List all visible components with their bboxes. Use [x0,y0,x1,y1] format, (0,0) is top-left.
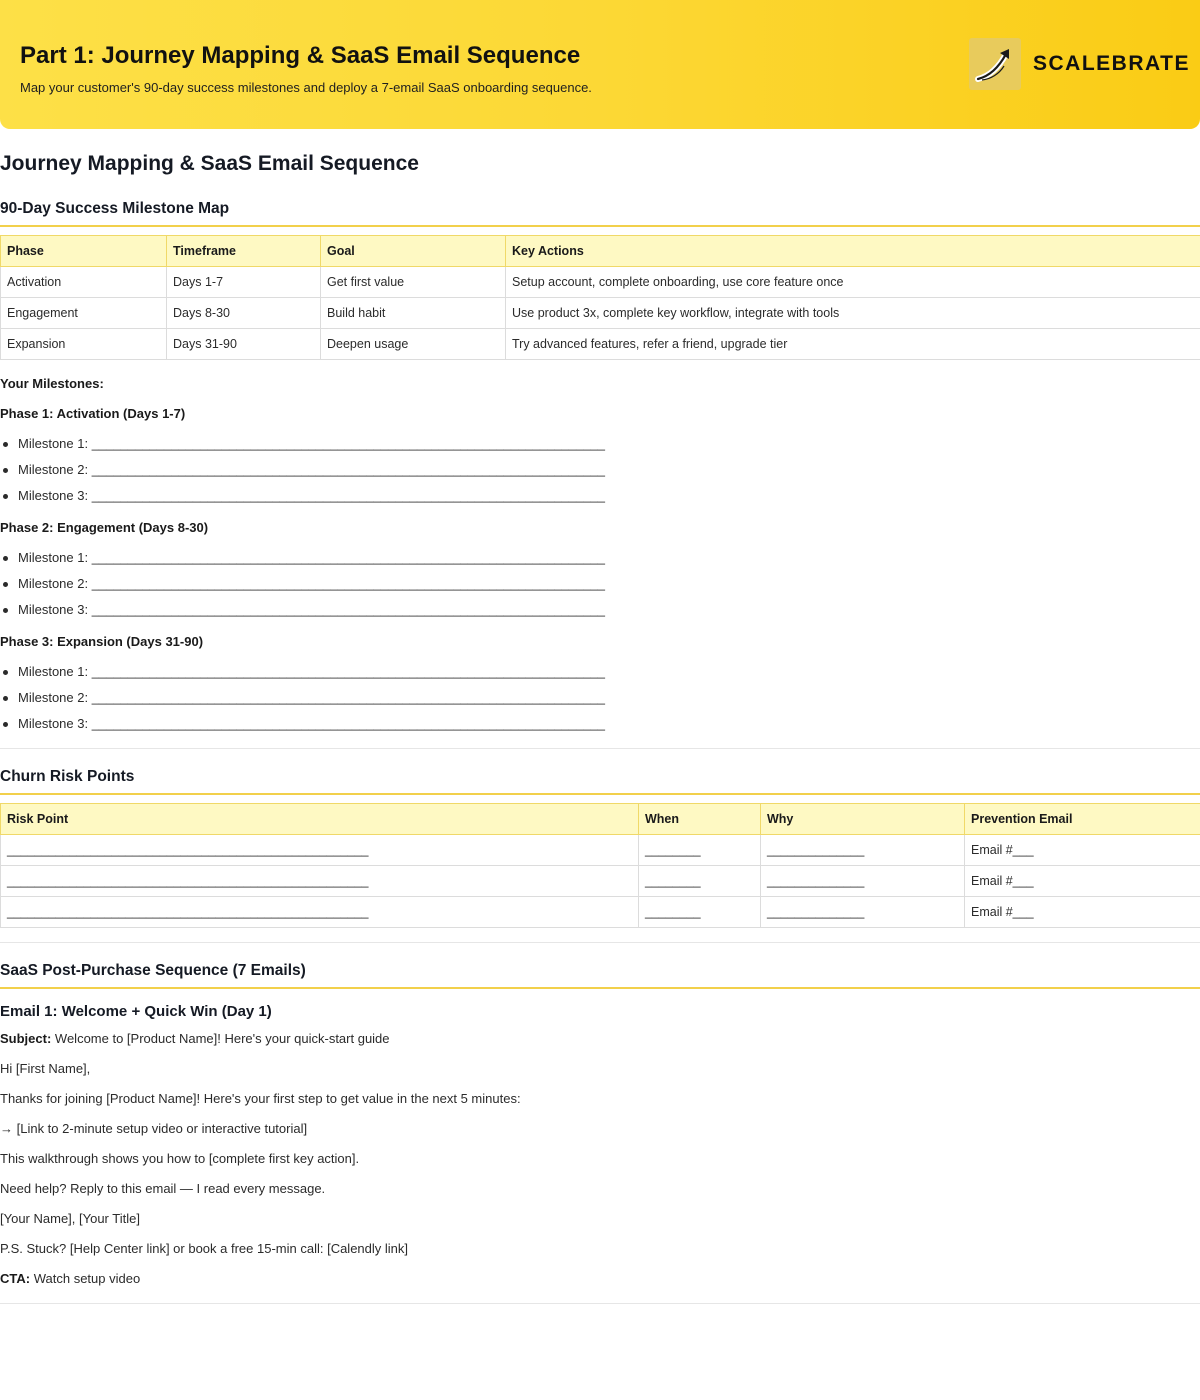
milestone-blank: Milestone 2: _______________________________________________________________________ [18,462,606,477]
table-cell: Setup account, complete onboarding, use core feature once [506,267,1200,298]
table-row [1,866,1200,897]
milestone-table [0,235,1200,360]
churn-risk-table [0,803,1200,928]
column-header: Timeframe [167,236,321,267]
table-cell: ______________ [761,866,965,897]
table-cell: Email #___ [965,835,1200,866]
phase-heading: Phase 1: Activation (Days 1-7) [0,406,186,421]
your-milestones-label: Your Milestones: [0,376,104,391]
email-line: → [Link to 2-minute setup video or interactive tutorial] [0,1121,308,1136]
table-row [1,267,1200,298]
table-cell: Build habit [321,298,506,329]
section-separator [0,1303,1200,1304]
bullet-icon [3,494,8,499]
column-header: Why [761,804,965,835]
section-separator [0,942,1200,943]
email-line: This walkthrough shows you how to [complete first key action]. [0,1151,360,1166]
column-header: When [639,804,761,835]
header-title: Part 1: Journey Mapping & SaaS Email Sequence [20,42,581,69]
bullet-icon [3,442,8,447]
table-cell: ________ [639,866,761,897]
section-divider [0,793,1200,795]
header-banner [0,0,1200,129]
table-cell: ______________ [761,897,965,928]
header-subtitle: Map your customer's 90-day success milestones and deploy a 7-email SaaS onboarding sequence. [20,80,592,95]
milestone-map-title: 90-Day Success Milestone Map [0,200,230,217]
cta-label: CTA: [0,1271,31,1286]
milestone-blank: Milestone 3: _______________________________________________________________________ [18,602,606,617]
email-1-title: Email 1: Welcome + Quick Win (Day 1) [0,1003,272,1020]
table-cell: Engagement [1,298,167,329]
table-cell: Activation [1,267,167,298]
milestone-blank: Milestone 3: _______________________________________________________________________ [18,488,606,503]
milestone-blank: Milestone 2: _______________________________________________________________________ [18,576,606,591]
table-cell: Days 31-90 [167,329,321,360]
bullet-icon [3,608,8,613]
column-header: Key Actions [506,236,1200,267]
cta-text: Watch setup video [33,1271,141,1286]
table-cell: Days 1-7 [167,267,321,298]
milestone-blank: Milestone 1: _______________________________________________________________________ [18,550,606,565]
bullet-icon [3,556,8,561]
bullet-icon [3,468,8,473]
column-header: Prevention Email [965,804,1200,835]
table-cell: ____________________________________________________ [1,835,639,866]
column-header: Goal [321,236,506,267]
milestone-blank: Milestone 3: _______________________________________________________________________ [18,716,606,731]
table-cell: Expansion [1,329,167,360]
table-cell: ________ [639,897,761,928]
phase-heading: Phase 3: Expansion (Days 31-90) [0,634,204,649]
table-cell: ______________ [761,835,965,866]
bullet-icon [3,582,8,587]
column-header: Phase [1,236,167,267]
table-cell: ________ [639,835,761,866]
brand-name: SCALEBRATE [1033,52,1190,75]
bullet-icon [3,670,8,675]
table-cell: Deepen usage [321,329,506,360]
document-title: Journey Mapping & SaaS Email Sequence [0,152,419,175]
table-cell: ____________________________________________________ [1,866,639,897]
phase-heading: Phase 2: Engagement (Days 8-30) [0,520,209,535]
table-cell: Use product 3x, complete key workflow, integrate with tools [506,298,1200,329]
milestone-blank: Milestone 1: _______________________________________________________________________ [18,664,606,679]
milestone-blank: Milestone 1: _______________________________________________________________________ [18,436,606,451]
email-line: Hi [First Name], [0,1061,91,1076]
section-divider [0,987,1200,989]
table-header-row [1,804,1200,835]
table-row [1,298,1200,329]
table-cell: Try advanced features, refer a friend, upgrade tier [506,329,1200,360]
milestone-blank: Milestone 2: _______________________________________________________________________ [18,690,606,705]
churn-risk-title: Churn Risk Points [0,768,135,785]
table-cell: Email #___ [965,866,1200,897]
table-cell: ____________________________________________________ [1,897,639,928]
table-cell: Days 8-30 [167,298,321,329]
email-line: [Your Name], [Your Title] [0,1211,140,1226]
subject-label: Subject: [0,1031,52,1046]
table-row [1,897,1200,928]
column-header: Risk Point [1,804,639,835]
section-divider [0,225,1200,227]
table-row [1,329,1200,360]
section-separator [0,748,1200,749]
table-header-row [1,236,1200,267]
email-line: Thanks for joining [Product Name]! Here's your first step to get value in the next 5 minutes: [0,1091,521,1106]
email-cta [0,1271,140,1286]
table-row [1,835,1200,866]
bullet-icon [3,722,8,727]
sequence-title: SaaS Post-Purchase Sequence (7 Emails) [0,962,306,979]
bullet-icon [3,696,8,701]
email-subject [0,1031,390,1046]
subject-text: Welcome to [Product Name]! Here's your quick-start guide [54,1031,390,1046]
table-cell: Get first value [321,267,506,298]
email-line: P.S. Stuck? [Help Center link] or book a free 15-min call: [Calendly link] [0,1241,409,1256]
table-cell: Email #___ [965,897,1200,928]
email-line: Need help? Reply to this email — I read every message. [0,1181,326,1196]
rising-arrow-icon [969,38,1021,90]
